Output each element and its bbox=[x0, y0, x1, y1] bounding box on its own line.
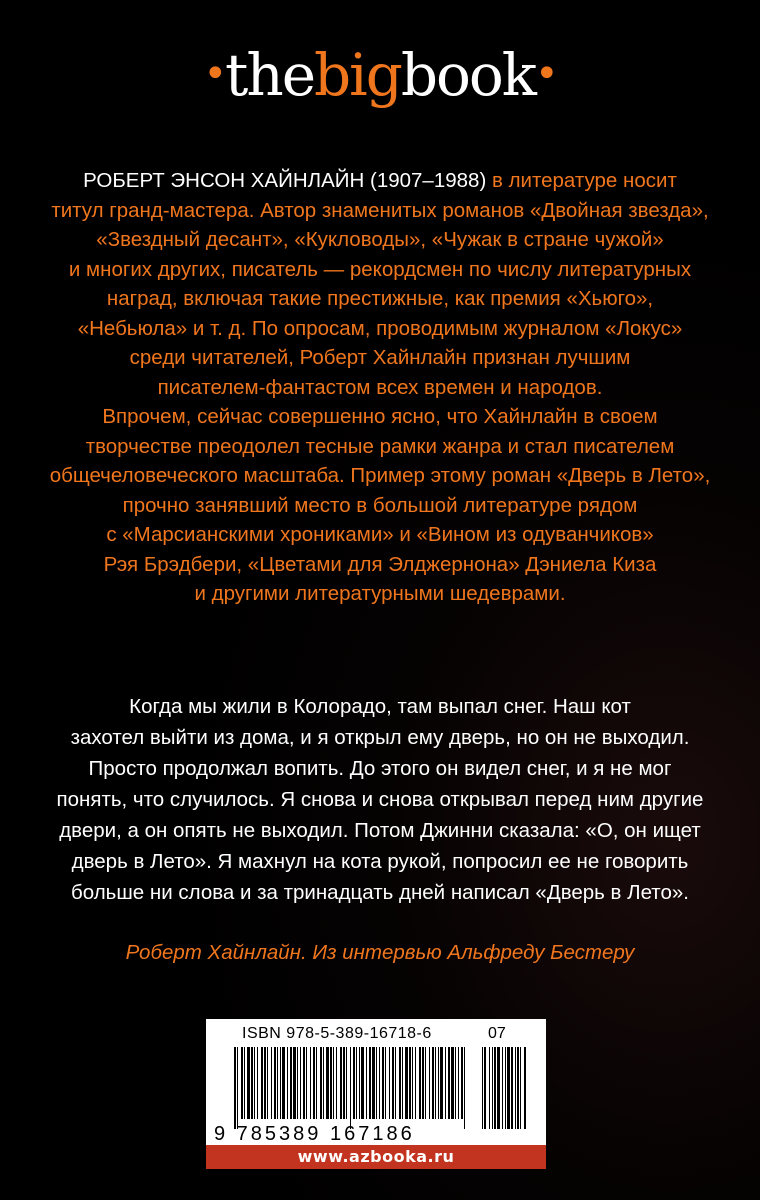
barcode-bar bbox=[376, 1047, 377, 1119]
barcode-bar bbox=[261, 1047, 263, 1119]
barcode-bar bbox=[382, 1047, 384, 1119]
barcode-bar bbox=[257, 1047, 258, 1119]
barcode-bar bbox=[241, 1047, 243, 1119]
addon-bar bbox=[484, 1047, 486, 1129]
barcode-bar bbox=[274, 1047, 276, 1119]
barcode-bar bbox=[464, 1047, 465, 1129]
quote-line: Просто продолжал вопить. До этого он видел снег, и я не мог bbox=[88, 757, 672, 780]
barcode-bar bbox=[359, 1047, 360, 1119]
barcode-bar bbox=[432, 1047, 434, 1119]
addon-bar bbox=[524, 1047, 526, 1129]
blurb-line: писателем-фантастом всех времен и народов. bbox=[157, 375, 603, 399]
barcode-bars bbox=[206, 1047, 546, 1129]
barcode-bar bbox=[385, 1047, 386, 1119]
barcode-bar bbox=[419, 1047, 421, 1119]
website-url: www.azbooka.ru bbox=[297, 1147, 455, 1166]
quote-line: больше ни слова и за тринадцать дней написал «Дверь в Лето». bbox=[71, 881, 689, 904]
blurb-line: наград, включая такие престижные, как премия «Хьюго», bbox=[106, 287, 654, 310]
barcode-bar bbox=[369, 1047, 371, 1119]
barcode-bar bbox=[405, 1047, 408, 1119]
barcode-bar bbox=[251, 1047, 253, 1119]
blurb-line: «Звездный десант», «Кукловоды», «Чужак в стране чужой» bbox=[96, 228, 664, 251]
quote-line: Когда мы жили в Колорадо, там выпал снег. Наш кот bbox=[129, 695, 631, 718]
addon-bar bbox=[502, 1047, 503, 1129]
barcode-bar bbox=[356, 1047, 357, 1119]
isbn-number: ISBN 978-5-389-16718-6 bbox=[242, 1025, 432, 1042]
blurb-line: творчестве преодолел тесные рамки жанра и стал писателем bbox=[85, 434, 675, 458]
addon-bar bbox=[520, 1047, 521, 1129]
barcode-bar bbox=[297, 1047, 298, 1119]
barcode-bar bbox=[350, 1047, 351, 1129]
blurb-line: с «Марсианскими хрониками» и «Вином из одуванчиков» bbox=[106, 523, 654, 546]
addon-bar bbox=[482, 1047, 483, 1129]
quote-source: Роберт Хайнлайн. Из интервью Альфреду Бестеру bbox=[125, 941, 635, 964]
addon-bar bbox=[489, 1047, 490, 1129]
quote-line: понять, что случилось. Я снова и снова открывал перед ним другие bbox=[56, 788, 704, 811]
barcode-bar bbox=[326, 1047, 329, 1119]
logo-dot-right: • bbox=[534, 50, 557, 97]
blurb-line: среди читателей, Роберт Хайнлайн признан лучшим bbox=[129, 346, 631, 369]
barcode-bar bbox=[361, 1047, 364, 1119]
barcode-bar bbox=[320, 1047, 322, 1119]
blurb-line bbox=[40, 166, 720, 196]
barcode-bar bbox=[438, 1047, 439, 1119]
logo-dot-left: • bbox=[203, 50, 226, 97]
barcode-bar bbox=[422, 1047, 424, 1119]
barcode-bar bbox=[445, 1047, 446, 1119]
publisher-logo bbox=[0, 40, 760, 115]
logo-book: book bbox=[400, 41, 535, 109]
barcode-bar bbox=[313, 1047, 315, 1119]
barcode-bar bbox=[237, 1047, 238, 1129]
barcode-bar bbox=[280, 1047, 281, 1119]
barcode-bar bbox=[336, 1047, 337, 1119]
barcode-bar bbox=[277, 1047, 278, 1119]
author-name: РОБЕРТ ЭНСОН ХАЙНЛАЙН (1907–1988) bbox=[83, 169, 487, 192]
barcode-bar bbox=[353, 1047, 355, 1119]
barcode-bar bbox=[293, 1047, 296, 1119]
barcode-bar bbox=[399, 1047, 401, 1119]
barcode-bar bbox=[451, 1047, 454, 1119]
barcode-bar bbox=[300, 1047, 301, 1119]
barcode-bar bbox=[415, 1047, 416, 1119]
barcode-bar bbox=[448, 1047, 450, 1119]
blurb-line: и другими литературными шедеврами. bbox=[194, 582, 566, 605]
barcode-digits: 9 785389 167186 bbox=[214, 1123, 415, 1145]
barcode-bar bbox=[287, 1047, 288, 1119]
barcode-bar bbox=[372, 1047, 375, 1119]
barcode-bar bbox=[254, 1047, 255, 1119]
barcode-bar bbox=[247, 1047, 250, 1119]
quote-line: дверь в Лето». Я махнул на кота рукой, попросил ее не говорить bbox=[71, 850, 689, 873]
barcode-bar bbox=[271, 1047, 272, 1119]
blurb-line: Рэя Брэдбери, «Цветами для Элджернона» Дэниела Киза bbox=[103, 552, 657, 576]
barcode-bar bbox=[461, 1047, 463, 1119]
barcode-bar bbox=[343, 1047, 345, 1119]
barcode-bar bbox=[455, 1047, 456, 1119]
barcode-bar bbox=[306, 1047, 307, 1119]
addon-bar bbox=[497, 1047, 500, 1129]
quote-line: двери, а он опять не выходил. Потом Джинни сказала: «О, он ищет bbox=[59, 819, 701, 842]
barcode-bar bbox=[395, 1047, 396, 1119]
blurb-line: Впрочем, сейчас совершенно ясно, что Хайнлайн в своем bbox=[102, 405, 658, 428]
barcode-bar bbox=[316, 1047, 317, 1119]
barcode-bar bbox=[333, 1047, 334, 1119]
barcode-bar bbox=[346, 1047, 347, 1119]
barcode-bar bbox=[290, 1047, 292, 1119]
barcode-bar bbox=[323, 1047, 324, 1119]
barcode-bar bbox=[366, 1047, 367, 1119]
blurb-line: титул гранд-мастера. Автор знаменитых романов «Двойная звезда», bbox=[51, 198, 709, 222]
barcode-bar bbox=[440, 1047, 443, 1119]
isbn-addon: 07 bbox=[488, 1025, 506, 1042]
quote-line: захотел выйти из дома, и я открыл ему дверь, но он не выходил. bbox=[70, 726, 690, 749]
barcode-bar bbox=[267, 1047, 268, 1119]
barcode-bar bbox=[402, 1047, 403, 1119]
barcode-bar bbox=[409, 1047, 411, 1119]
blurb-line-rest: в литературе носит bbox=[486, 169, 677, 192]
blurb-line: «Небьюла» и т. д. По опросам, проводимым журналом «Локус» bbox=[77, 316, 683, 340]
website-strip bbox=[206, 1145, 546, 1169]
barcode-bar bbox=[435, 1047, 436, 1119]
logo-big: big bbox=[314, 41, 401, 109]
barcode-bar bbox=[392, 1047, 394, 1119]
barcode-bar bbox=[429, 1047, 430, 1119]
addon-bar bbox=[517, 1047, 519, 1129]
barcode-bar bbox=[244, 1047, 245, 1119]
barcode-bar bbox=[379, 1047, 380, 1119]
barcode-bar bbox=[340, 1047, 342, 1119]
author-quote bbox=[40, 691, 720, 908]
barcode-bar bbox=[264, 1047, 266, 1119]
author-blurb bbox=[40, 166, 720, 609]
barcode-bar bbox=[458, 1047, 459, 1119]
addon-bar bbox=[492, 1047, 493, 1129]
logo-the: the bbox=[225, 41, 315, 109]
blurb-line: прочно занявший место в большой литературе рядом bbox=[122, 493, 638, 517]
barcode-bar bbox=[425, 1047, 426, 1119]
barcode-bar bbox=[234, 1047, 236, 1129]
barcode-bar bbox=[303, 1047, 305, 1119]
addon-bar bbox=[507, 1047, 510, 1129]
addon-bar bbox=[505, 1047, 506, 1129]
barcode-bar bbox=[412, 1047, 413, 1119]
barcode-bar bbox=[282, 1047, 285, 1119]
barcode-bar bbox=[389, 1047, 390, 1119]
barcode-bar bbox=[330, 1047, 332, 1119]
addon-bar bbox=[511, 1047, 513, 1129]
barcode-bar bbox=[310, 1047, 311, 1119]
addon-bar bbox=[494, 1047, 496, 1129]
blurb-line: общечеловеческого масштаба. Пример этому роман «Дверь в Лето», bbox=[49, 464, 711, 487]
barcode-panel bbox=[206, 1019, 546, 1169]
addon-bar bbox=[515, 1047, 516, 1129]
blurb-line: и многих других, писатель — рекордсмен по числу литературных bbox=[68, 257, 692, 281]
